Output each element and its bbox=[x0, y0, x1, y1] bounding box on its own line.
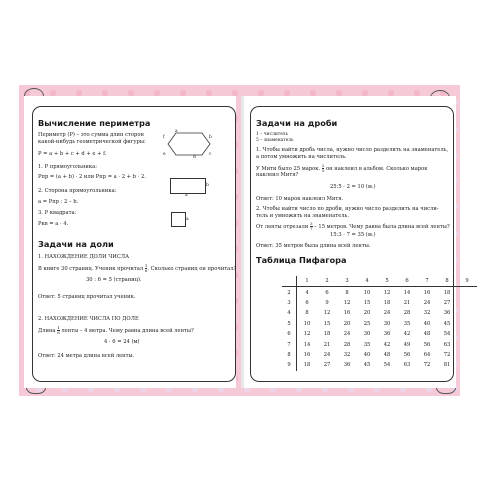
table-cell: 8 bbox=[437, 276, 457, 287]
table-cell: 3 bbox=[337, 276, 357, 287]
table-cell: 6 bbox=[282, 329, 297, 339]
perimeter-intro-2: какой-нибудь геометрической фигуры: bbox=[38, 139, 146, 145]
table-cell: 56 bbox=[403, 351, 411, 358]
table-cell: 16 bbox=[303, 351, 311, 358]
hex-label-f: f bbox=[163, 135, 165, 140]
table-cell: 9 bbox=[325, 299, 329, 306]
table-cell: 32 bbox=[423, 310, 431, 317]
table-cell: 4 bbox=[357, 276, 377, 287]
square-diagram bbox=[171, 212, 186, 227]
table-cell: 12 bbox=[303, 331, 311, 338]
table-cell: 21 bbox=[323, 341, 331, 348]
rectangle-diagram bbox=[170, 178, 206, 194]
table-cell: 40 bbox=[423, 320, 431, 327]
p1-line4: наклеил Митя? bbox=[256, 172, 299, 178]
table-row bbox=[282, 287, 477, 298]
rect-label-a: a bbox=[185, 193, 188, 198]
perimeter-intro-1: Периметр (Р) – это сумма длин сторон bbox=[38, 132, 144, 138]
table-cell: 48 bbox=[383, 351, 391, 358]
table-cell: 25 bbox=[363, 320, 371, 327]
table-cell: 18 bbox=[323, 331, 331, 338]
side-formula: a = Pпр : 2 – b. bbox=[38, 199, 79, 205]
fraction-1-6: $\frac{1}{6}$ bbox=[144, 263, 148, 274]
pythagoras-title: Таблица Пифагора bbox=[256, 255, 347, 265]
table-cell: 49 bbox=[403, 341, 411, 348]
table-cell: 8 bbox=[282, 350, 297, 360]
p1-answer: Ответ: 10 марок наклеил Митя. bbox=[256, 196, 344, 202]
legend-denominator: 5 – знаменатель bbox=[256, 138, 294, 143]
p2-line1: 2. Чтобы найти число по дроби, нужно число разделить на числи- bbox=[256, 206, 439, 212]
table-cell: 7 bbox=[282, 339, 297, 349]
table-cell: 72 bbox=[443, 351, 451, 358]
table-cell: 10 bbox=[363, 289, 371, 296]
task2-title: 2. НАХОЖДЕНИЕ ЧИСЛА ПО ДОЛЕ bbox=[38, 316, 139, 322]
table-cell: 64 bbox=[423, 351, 431, 358]
table-cell: 12 bbox=[323, 310, 331, 317]
table-cell: 36 bbox=[443, 310, 451, 317]
table-cell: 27 bbox=[443, 299, 451, 306]
table-cell: 28 bbox=[343, 341, 351, 348]
table-cell: 32 bbox=[343, 351, 351, 358]
table-cell: 10 bbox=[303, 320, 311, 327]
table-cell: 24 bbox=[423, 299, 431, 306]
table-cell: 72 bbox=[423, 362, 431, 369]
fraction-1-6-b: $\frac{1}{6}$ bbox=[57, 325, 60, 336]
table-cell: 6 bbox=[397, 276, 417, 287]
table-cell: 8 bbox=[305, 310, 309, 317]
table-cell: 63 bbox=[443, 341, 451, 348]
hex-label-a: a bbox=[175, 129, 178, 134]
perimeter-title: Вычисление периметра bbox=[38, 118, 151, 128]
table-cell: 36 bbox=[383, 331, 391, 338]
table-cell: 40 bbox=[363, 351, 371, 358]
table-cell: 15 bbox=[323, 320, 331, 327]
p2-calc: 15:3 · 7 = 35 (м.) bbox=[330, 232, 376, 238]
task2-calc: 4 · 6 = 24 (м) bbox=[104, 339, 140, 345]
table-cell: 24 bbox=[323, 351, 331, 358]
table-cell: 45 bbox=[363, 362, 371, 369]
drobi-title: Задачи на дроби bbox=[256, 118, 338, 128]
pythagoras-table bbox=[282, 276, 477, 371]
hex-label-b: b bbox=[209, 135, 212, 140]
p1-line1: 1. Чтобы найти дробь числа, нужно число разделить на знаменатель, bbox=[256, 147, 449, 153]
hex-label-c: c bbox=[209, 152, 212, 157]
table-cell: 12 bbox=[343, 299, 351, 306]
table-cell: 30 bbox=[383, 320, 391, 327]
rect-title: 1. Р прямоугольника: bbox=[38, 164, 97, 170]
task1-title: 1. НАХОЖДЕНИЕ ДОЛИ ЧИСЛА bbox=[38, 254, 130, 260]
table-cell: 4 bbox=[305, 289, 309, 296]
page-gutter bbox=[241, 96, 244, 388]
table-cell: 16 bbox=[423, 289, 431, 296]
table-cell: 24 bbox=[343, 331, 351, 338]
table-cell: 18 bbox=[383, 299, 391, 306]
table-cell: 54 bbox=[443, 331, 451, 338]
table-cell: 36 bbox=[343, 362, 351, 369]
rect-formula: Pпр = (a + b) · 2 или Pпр = a · 2 + b · 2. bbox=[38, 174, 146, 180]
task1-text: В книге 30 страниц. Ученик прочитал $\frac{1}{6}$. Сколько страниц он прочитал? bbox=[38, 263, 237, 274]
p1-line3: У Мити было 25 марок. $\frac{2}{5}$ он наклеил в альбом. Сколько марок bbox=[256, 163, 428, 174]
table-row bbox=[282, 350, 477, 360]
table-row bbox=[282, 298, 477, 308]
table-cell: 42 bbox=[383, 341, 391, 348]
p2-line3: От ленты отрезали $\frac{3}{7} - 15$ метров. Чему равна была длина всей ленты? bbox=[256, 221, 450, 232]
table-cell: 30 bbox=[363, 331, 371, 338]
table-cell: 12 bbox=[383, 289, 391, 296]
table-cell: 24 bbox=[383, 310, 391, 317]
table-row bbox=[282, 308, 477, 318]
hex-label-d: d bbox=[193, 155, 196, 160]
table-cell: 20 bbox=[363, 310, 371, 317]
fraction-2-5: $\frac{2}{5}$ bbox=[321, 163, 325, 174]
table-cell: 8 bbox=[345, 289, 349, 296]
table-cell: 7 bbox=[417, 276, 437, 287]
table-cell: 5 bbox=[377, 276, 397, 287]
table-cell: 28 bbox=[403, 310, 411, 317]
table-row bbox=[282, 360, 477, 370]
table-cell: 54 bbox=[383, 362, 391, 369]
table-cell: 9 bbox=[457, 276, 477, 287]
fraction-3-7: $\frac{3}{7}$ bbox=[309, 221, 313, 232]
table-row bbox=[282, 276, 477, 287]
table-cell: 27 bbox=[323, 362, 331, 369]
table-cell: 4 bbox=[282, 308, 297, 318]
task2-text: Длина $\frac{1}{6}$ ленты – 4 метра. Чему равна длина всей ленты? bbox=[38, 325, 194, 336]
task1-answer: Ответ: 5 страниц прочитал ученик. bbox=[38, 294, 136, 300]
hex-label-e: e bbox=[163, 152, 166, 157]
task1-calc: 30 : 6 = 5 (страниц). bbox=[86, 277, 142, 283]
table-row bbox=[282, 319, 477, 329]
side-title: 2. Сторона прямоугольника: bbox=[38, 188, 117, 194]
perimeter-formula: P = a + b + c + d + e + f. bbox=[38, 151, 107, 157]
table-cell: 16 bbox=[343, 310, 351, 317]
table-cell: 81 bbox=[443, 362, 451, 369]
table-cell: 14 bbox=[403, 289, 411, 296]
p1-line2: а потом умножить на числитель. bbox=[256, 154, 347, 160]
table-cell: 18 bbox=[303, 362, 311, 369]
table-cell: 6 bbox=[325, 289, 329, 296]
table-cell bbox=[282, 276, 297, 287]
table-cell: 2 bbox=[282, 287, 297, 298]
table-cell: 21 bbox=[403, 299, 411, 306]
table-cell: 18 bbox=[443, 289, 451, 296]
table-cell: 20 bbox=[343, 320, 351, 327]
table-cell: 6 bbox=[305, 299, 309, 306]
legend-numerator: 1 – числитель bbox=[256, 132, 288, 137]
p1-calc: 25:5 · 2 = 10 (м.) bbox=[330, 184, 376, 190]
table-cell: 35 bbox=[363, 341, 371, 348]
table-cell: 5 bbox=[282, 319, 297, 329]
table-cell: 1 bbox=[297, 276, 318, 287]
square-formula: Pкв = a · 4. bbox=[38, 221, 69, 227]
table-cell: 56 bbox=[423, 341, 431, 348]
p2-line2: тель и умножить на знаменатель. bbox=[256, 213, 349, 219]
table-cell: 45 bbox=[443, 320, 451, 327]
table-cell: 2 bbox=[317, 276, 337, 287]
square-label-a: a bbox=[186, 217, 189, 222]
table-cell: 14 bbox=[303, 341, 311, 348]
p2-answer: Ответ: 35 метров была длина всей ленты. bbox=[256, 243, 371, 249]
table-cell: 15 bbox=[363, 299, 371, 306]
table-row bbox=[282, 339, 477, 349]
table-cell: 63 bbox=[403, 362, 411, 369]
task2-answer: Ответ: 24 метра длина всей ленты. bbox=[38, 353, 135, 359]
fractions-title: Задачи на доли bbox=[38, 239, 114, 249]
table-cell: 48 bbox=[423, 331, 431, 338]
table-row bbox=[282, 329, 477, 339]
table-cell: 9 bbox=[282, 360, 297, 370]
table-cell: 42 bbox=[403, 331, 411, 338]
square-title: 3. Р квадрата: bbox=[38, 210, 77, 216]
rect-label-b: b bbox=[206, 183, 209, 188]
table-cell: 35 bbox=[403, 320, 411, 327]
table-cell: 3 bbox=[282, 298, 297, 308]
